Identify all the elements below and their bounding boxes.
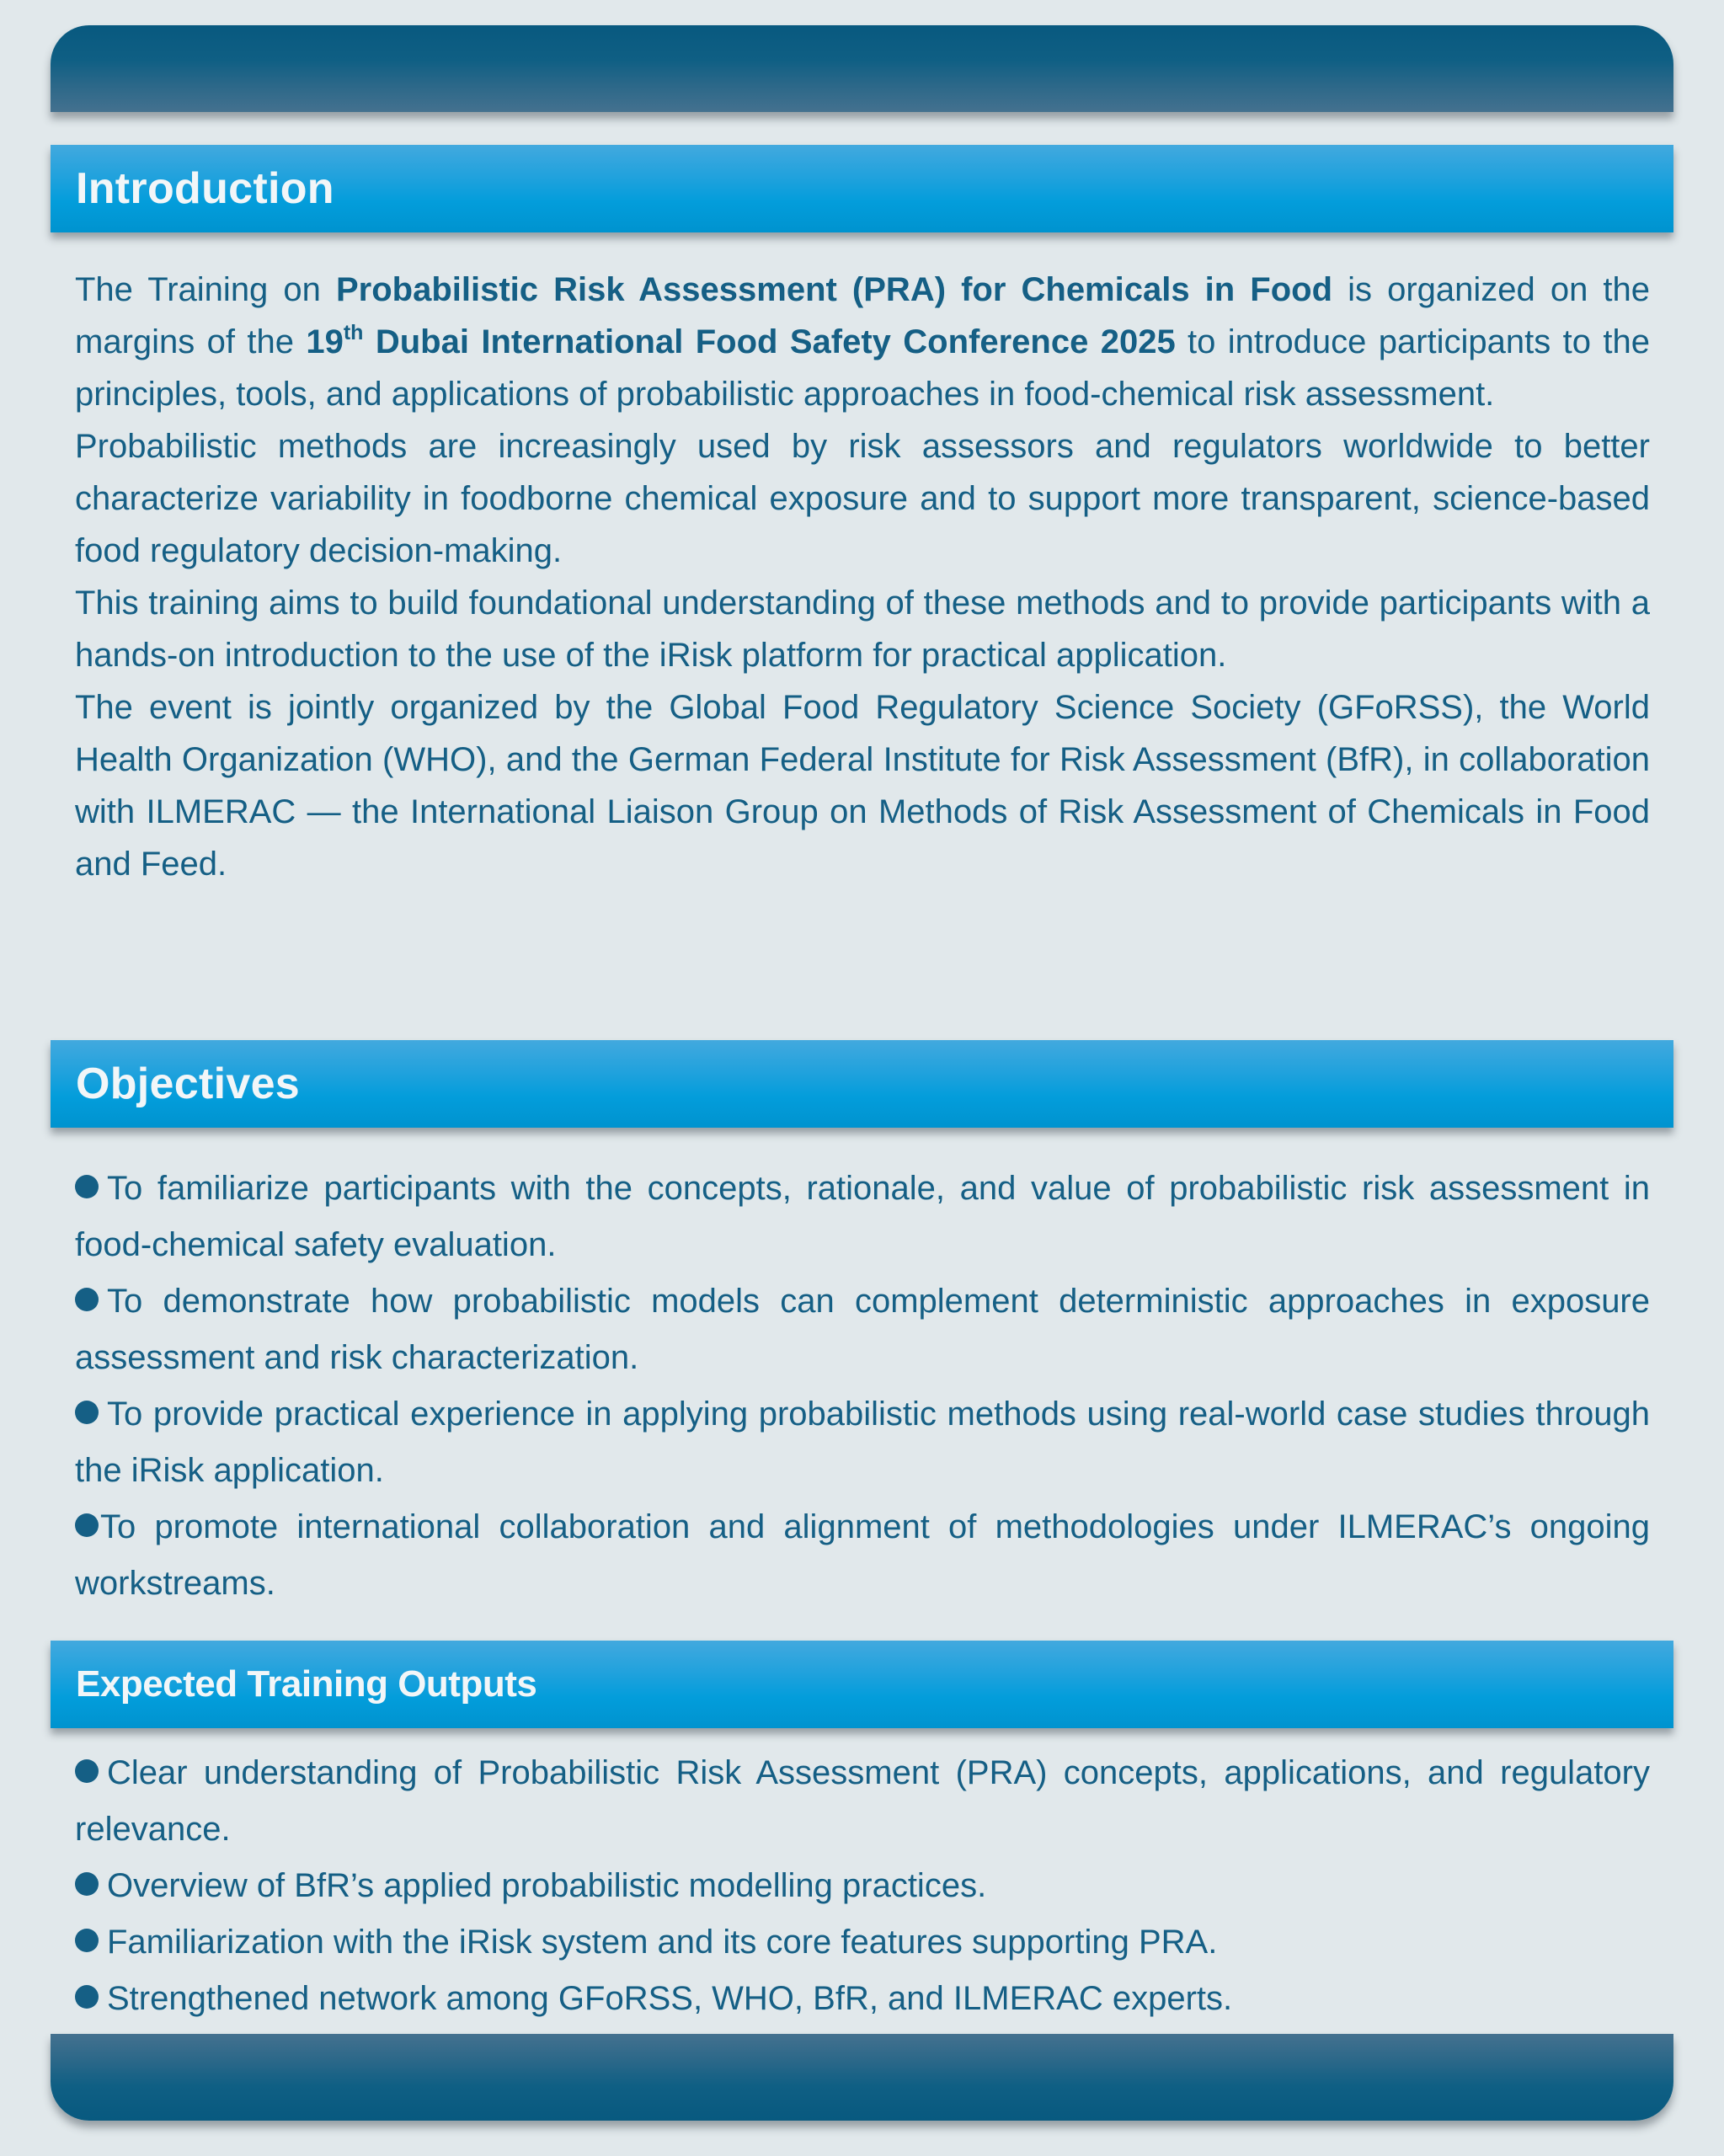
- objectives-heading-bar: [51, 1040, 1673, 1128]
- list-item-text: To promote international collaboration and alignment of methodologies under ILMERAC’s ongoing workstreams.: [75, 1508, 1650, 1602]
- bullet-icon: [75, 1513, 99, 1537]
- conference-edition-number: 19: [306, 323, 344, 360]
- bullet-icon: [75, 1175, 99, 1198]
- introduction-paragraph-1: [75, 264, 1650, 420]
- objectives-list: [75, 1161, 1650, 1612]
- list-item-text: To demonstrate how probabilistic models can complement deterministic approaches in exposure assessment and risk characterization.: [75, 1283, 1650, 1376]
- introduction-paragraph-3: This training aims to build foundational understanding of these methods and to provide participants with a hands-on introduction to the use of the iRisk platform for practical application.: [75, 584, 1650, 674]
- list-item: [75, 1858, 1650, 1914]
- bullet-icon: [75, 1872, 99, 1896]
- outputs-heading-bar: [51, 1641, 1673, 1728]
- bullet-icon: [75, 1985, 99, 2009]
- list-item-text: Clear understanding of Probabilistic Risk Assessment (PRA) concepts, applications, and regulatory relevance.: [75, 1754, 1650, 1848]
- list-item-text: Overview of BfR’s applied probabilistic modelling practices.: [107, 1867, 987, 1904]
- introduction-heading: Introduction: [76, 164, 334, 213]
- list-item: [75, 1971, 1650, 2027]
- bullet-icon: [75, 1759, 99, 1783]
- introduction-paragraph-4: The event is jointly organized by the Global Food Regulatory Science Society (GFoRSS), the World Health Organization (WHO), and the German Federal Institute for Risk Assessment (BfR), in collaboration with ILMERAC — the International Liaison Group on Methods of Risk Assessment of Chemicals in Food and Feed.: [75, 689, 1650, 883]
- list-item-text: To provide practical experience in applying probabilistic methods using real-world case studies through the iRisk application.: [75, 1396, 1650, 1489]
- outputs-list: [75, 1745, 1650, 2027]
- ordinal-suffix: th: [343, 321, 364, 344]
- footer-bar: [51, 2034, 1673, 2121]
- text-span: is organized on the margins of the: [75, 271, 1651, 360]
- list-item: [75, 1273, 1650, 1386]
- text-span: The Training on: [75, 271, 336, 308]
- list-item-text: To familiarize participants with the concepts, rationale, and value of probabilistic risk assessment in food-chemical safety evaluation.: [75, 1170, 1650, 1263]
- list-item: [75, 1161, 1650, 1273]
- list-item: [75, 1499, 1650, 1612]
- conference-title: Dubai International Food Safety Conference 2025: [363, 323, 1176, 360]
- conference-name: [306, 323, 1175, 360]
- outputs-heading: Expected Training Outputs: [76, 1663, 537, 1705]
- introduction-paragraph-2: Probabilistic methods are increasingly used by risk assessors and regulators worldwide to better characterize variability in foodborne chemical exposure and to support more transparent, science-based food regulatory decision-making.: [75, 428, 1650, 569]
- training-title: Probabilistic Risk Assessment (PRA) for Chemicals in Food: [335, 271, 1333, 308]
- bullet-icon: [75, 1288, 99, 1311]
- bullet-icon: [75, 1929, 99, 1952]
- header-bar: [51, 25, 1673, 112]
- list-item: [75, 1745, 1650, 1858]
- list-item: [75, 1386, 1650, 1499]
- text-span: to introduce participants to the principles, tools, and applications of probabilistic approaches in food-chemical risk assessment.: [75, 323, 1650, 413]
- list-item-text: Strengthened network among GFoRSS, WHO, BfR, and ILMERAC experts.: [107, 1980, 1233, 2017]
- introduction-body: [75, 264, 1650, 890]
- bullet-icon: [75, 1401, 99, 1424]
- list-item-text: Familiarization with the iRisk system and its core features supporting PRA.: [107, 1924, 1218, 1961]
- list-item: [75, 1914, 1650, 1971]
- introduction-heading-bar: [51, 145, 1673, 232]
- objectives-heading: Objectives: [76, 1059, 301, 1108]
